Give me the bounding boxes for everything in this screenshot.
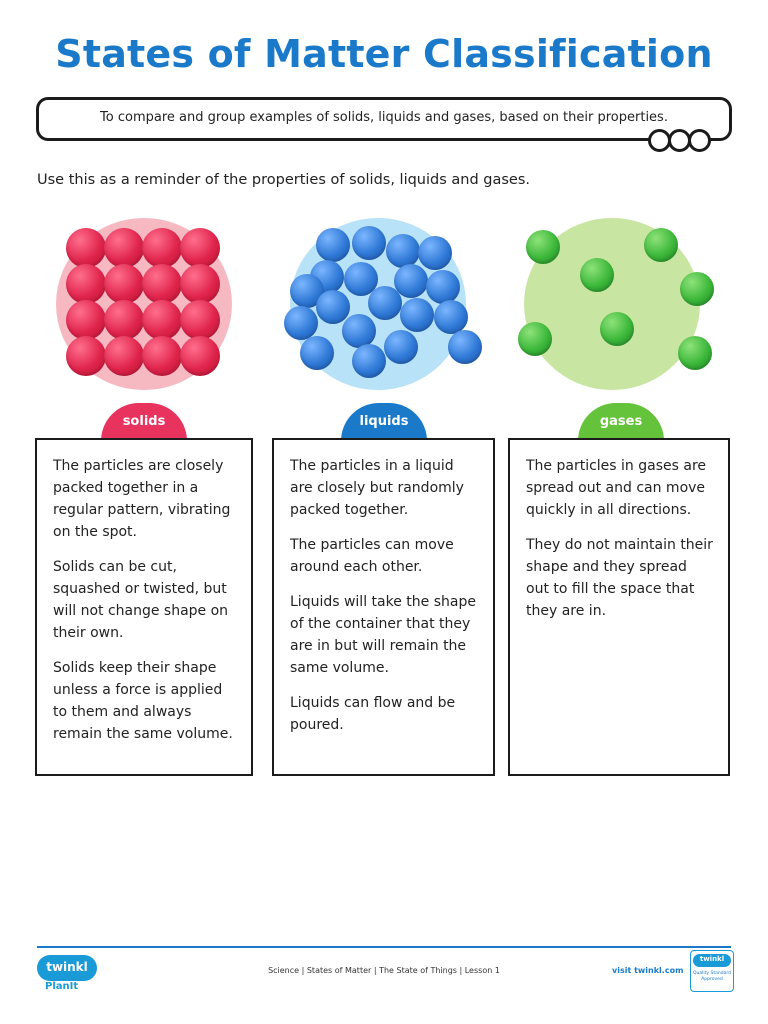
footer-breadcrumb: Science | States of Matter | The State of Things | Lesson 1 [268,966,500,975]
objective-text: To compare and group examples of solids, liquids and gases, based on their properties. [100,110,668,125]
liquid-particle [316,228,350,262]
liquids-paragraph: The particles can move around each other. [290,537,454,575]
solid-particle [104,228,144,268]
liquids-paragraph: Liquids can flow and be poured. [290,695,456,733]
liquid-particle [434,300,468,334]
solid-particle [66,336,106,376]
solid-particle [180,336,220,376]
gas-particle [580,258,614,292]
liquid-particle [352,226,386,260]
solids-paragraph: Solids can be cut, squashed or twisted, but will not change shape on their own. [53,559,229,641]
twinkl-planit-logo [37,955,99,995]
solid-particle [104,300,144,340]
liquid-particle [448,330,482,364]
solids-card [35,438,253,776]
liquids-card [272,438,495,776]
liquid-particle [418,236,452,270]
gases-particles-illustration [524,218,700,390]
gases-paragraph: They do not maintain their shape and they spread out to fill the space that they are in. [526,537,713,619]
logo-bubble: twinkl [37,955,97,981]
solid-particle [142,300,182,340]
solids-tab: solids [101,403,187,441]
badge-logo: twinkl [693,954,731,967]
gas-particle [678,336,712,370]
solid-particle [104,264,144,304]
liquid-particle [400,298,434,332]
logo-planit-text: PlanIt [45,981,79,992]
gases-paragraph: The particles in gases are spread out and can move quickly in all directions. [526,458,707,518]
liquid-particle [316,290,350,324]
badge-text: Quality Standard Approved [693,971,731,982]
solid-particle [180,264,220,304]
objective-box [36,97,732,141]
visit-twinkl-link[interactable]: visit twinkl.com [612,966,684,975]
gas-particle [644,228,678,262]
solid-particle [66,228,106,268]
quality-badge [690,950,734,992]
ring-decoration [688,129,711,152]
page-title: States of Matter Classification [55,32,713,76]
solid-particle [180,300,220,340]
solid-particle [104,336,144,376]
liquid-particle [300,336,334,370]
liquids-paragraph: Liquids will take the shape of the container that they are in but will remain the same volume. [290,594,476,676]
intro-text: Use this as a reminder of the properties of solids, liquids and gases. [37,172,531,188]
gas-particle [526,230,560,264]
footer-divider [37,946,731,948]
solid-particle [180,228,220,268]
liquids-paragraph: The particles in a liquid are closely but randomly packed together. [290,458,464,518]
solids-particles-illustration [56,218,232,390]
liquid-particle [368,286,402,320]
gases-tab: gases [578,403,664,441]
gas-particle [518,322,552,356]
liquid-particle [342,314,376,348]
gases-card [508,438,730,776]
solids-paragraph: The particles are closely packed together in a regular pattern, vibrating on the spot. [53,458,231,540]
liquid-particle [352,344,386,378]
solid-particle [142,264,182,304]
liquid-particle [426,270,460,304]
liquids-particles-illustration [290,218,466,390]
solids-paragraph: Solids keep their shape unless a force is applied to them and always remain the same volume. [53,660,233,742]
solid-particle [66,300,106,340]
solid-particle [66,264,106,304]
solid-particle [142,228,182,268]
liquid-particle [386,234,420,268]
gas-particle [680,272,714,306]
gas-particle [600,312,634,346]
solid-particle [142,336,182,376]
liquids-tab: liquids [341,403,427,441]
objective-rings [651,129,711,153]
liquid-particle [284,306,318,340]
liquid-particle [384,330,418,364]
